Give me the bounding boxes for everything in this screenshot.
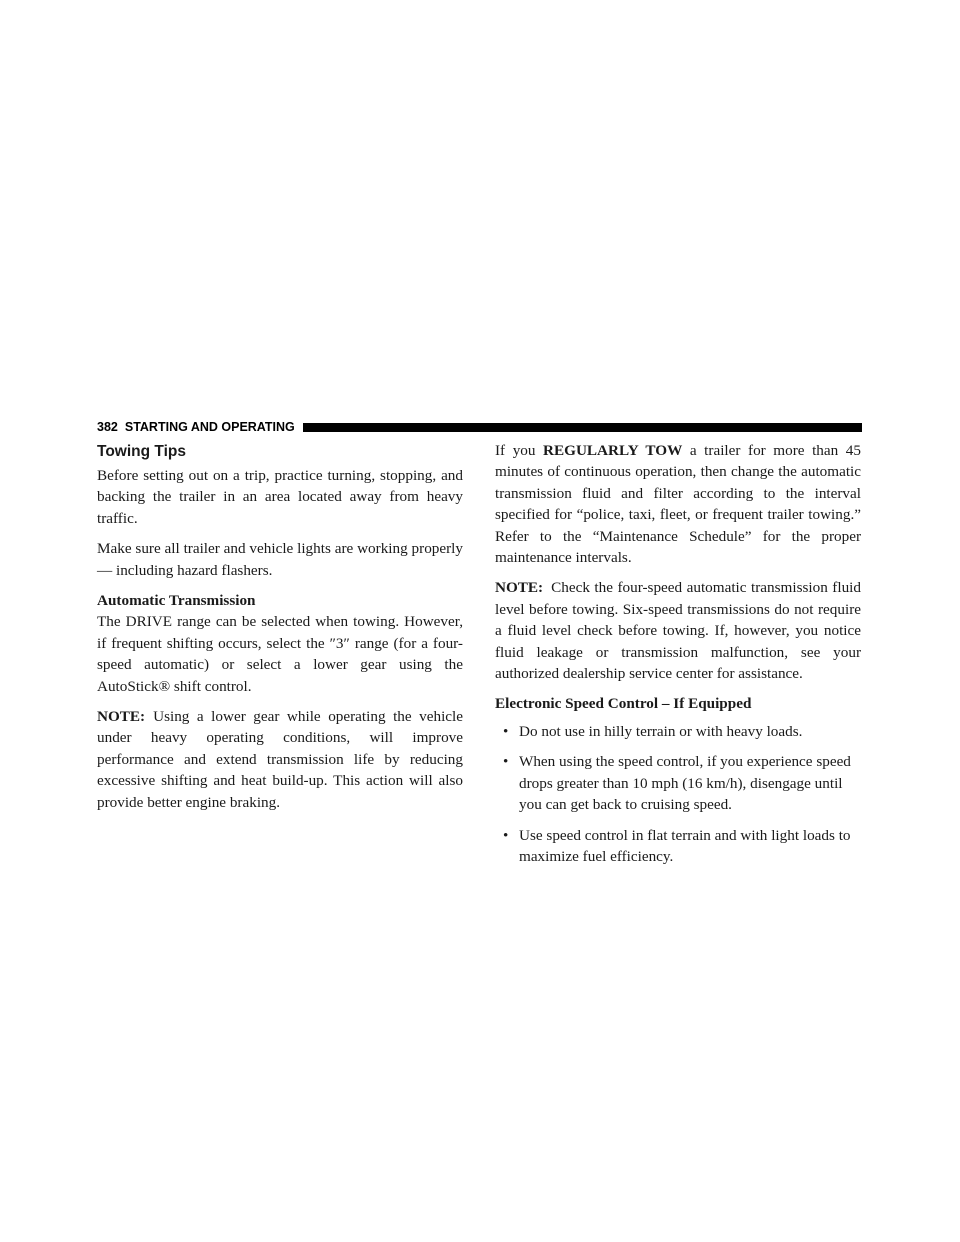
note-fluid-check (495, 577, 861, 684)
bullet-icon: • (503, 722, 509, 740)
page-number: 382 (97, 420, 118, 434)
list-item (495, 721, 861, 742)
regularly-tow-emphasis: REGULARLY TOW (543, 442, 683, 459)
speed-control-heading: Electronic Speed Control – If Equipped (495, 695, 752, 713)
paragraph-regularly-tow (495, 440, 861, 568)
towing-tips-heading: Towing Tips (97, 443, 186, 460)
automatic-transmission-heading: Automatic Transmission (97, 592, 256, 610)
header-rule (303, 423, 862, 432)
note-label: NOTE: (495, 579, 544, 597)
note-text: Check the four-speed automatic transmission fluid level before towing. Six-speed transmissions do not require a fluid level check before towing. If, however, you notice fluid leakage or transmission malfunction, see your authorized dealership service center for assistance. (495, 579, 861, 683)
list-item (495, 825, 861, 868)
bullet-icon: • (503, 826, 509, 844)
paragraph-practice: Before setting out on a trip, practice turning, stopping, and backing the trailer in an area located away from heavy traffic. (97, 467, 463, 527)
note-text: Using a lower gear while operating the vehicle under heavy operating conditions, will improve performance and extend transmission life by reducing excessive shifting and heat build-up. This action will also provide better engine braking. (97, 708, 463, 811)
note-label: NOTE: (97, 708, 146, 726)
page-header (97, 420, 862, 434)
speed-control-list (495, 721, 861, 867)
paragraph-lights: Make sure all trailer and vehicle lights are working properly — including hazard flashers. (97, 540, 463, 579)
list-item-text: Do not use in hilly terrain or with heavy loads. (519, 722, 803, 740)
right-column (495, 440, 861, 876)
note-lower-gear (97, 706, 463, 813)
list-item (495, 751, 861, 815)
section-title: STARTING AND OPERATING (124, 420, 295, 434)
text-fragment: a trailer for more than 45 minutes of continuous operation, then change the automatic transmission fluid and filter according to the interval specified for “police, taxi, fleet, or frequent trailer towing.” Refer to the “Maintenance Schedule” for the proper maintenance intervals. (495, 442, 861, 567)
text-fragment: If you (495, 442, 544, 459)
list-item-text: Use speed control in flat terrain and with light loads to maximize fuel efficiency. (519, 826, 851, 865)
paragraph-drive-range: The DRIVE range can be selected when towing. However, if frequent shifting occurs, select the ″3″ range (for a four-speed automatic) or select a lower gear using the AutoStick® shift control. (97, 613, 463, 695)
bullet-icon: • (503, 753, 509, 771)
list-item-text: When using the speed control, if you experience speed drops greater than 10 mph (16 km/h), disengage until you can get back to cruising speed. (519, 753, 851, 814)
left-column (97, 440, 463, 822)
